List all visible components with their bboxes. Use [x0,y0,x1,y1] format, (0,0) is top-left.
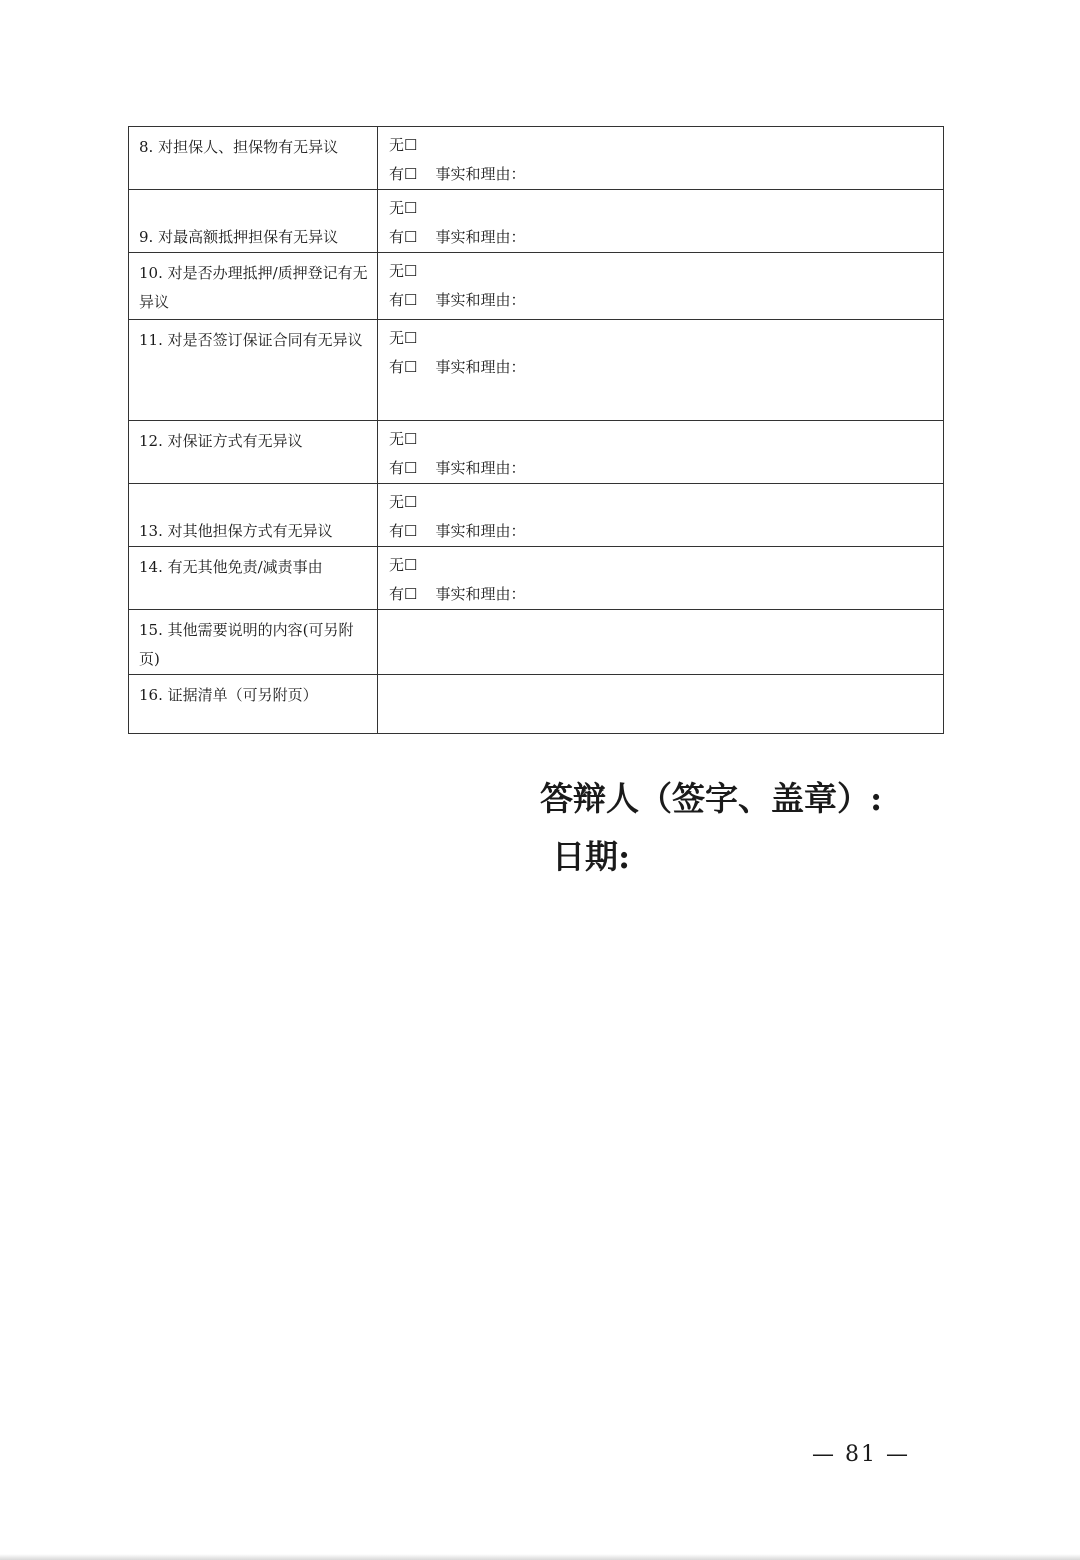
answer-cell [378,421,944,484]
reason-label: 事实和理由： [435,459,526,477]
question-label: 13. 对其他担保方式有无异议 [139,522,333,540]
option-yes[interactable]: 有☐ [389,522,418,540]
option-none[interactable]: 无☐ [389,430,418,448]
option-yes[interactable]: 有☐ [389,585,418,603]
question-label: 9. 对最高额抵押担保有无异议 [139,228,339,246]
question-cell [129,190,378,253]
question-cell [129,253,378,320]
question-cell [129,320,378,421]
option-none[interactable]: 无☐ [389,199,418,217]
question-cell [129,610,378,675]
question-label: 11. 对是否签订保证合同有无异议 [139,331,363,349]
reason-label: 事实和理由： [435,358,526,376]
answer-cell [378,484,944,547]
answer-cell [378,253,944,320]
question-cell [129,127,378,190]
option-none[interactable]: 无☐ [389,136,418,154]
table-row [129,190,944,253]
question-cell [129,421,378,484]
answer-cell [378,190,944,253]
option-none[interactable]: 无☐ [389,556,418,574]
option-yes[interactable]: 有☐ [389,228,418,246]
defense-form-table [128,126,944,734]
option-yes[interactable]: 有☐ [389,358,418,376]
reason-label: 事实和理由： [435,228,526,246]
option-none[interactable]: 无☐ [389,329,418,347]
reason-label: 事实和理由： [435,585,526,603]
question-label: 8. 对担保人、担保物有无异议 [139,138,339,156]
question-label: 14. 有无其他免责/减责事由 [139,558,323,576]
answer-cell[interactable] [378,675,944,734]
question-label: 12. 对保证方式有无异议 [139,432,303,450]
option-yes[interactable]: 有☐ [389,459,418,477]
answer-cell [378,127,944,190]
signature-area [540,770,882,886]
question-label: 16. 证据清单（可另附页） [139,686,318,704]
page-number: — 81 — [812,1442,910,1467]
answer-cell [378,320,944,421]
table-row [129,675,944,734]
table-row [129,253,944,320]
reason-label: 事实和理由： [435,165,526,183]
table-row [129,547,944,610]
option-none[interactable]: 无☐ [389,262,418,280]
answer-cell[interactable] [378,610,944,675]
option-none[interactable]: 无☐ [389,493,418,511]
question-cell [129,675,378,734]
question-label: 10. 对是否办理抵押/质押登记有无异议 [139,264,368,311]
table-row [129,610,944,675]
table-row [129,484,944,547]
table-row [129,421,944,484]
respondent-signature-label: 答辩人（签字、盖章）: [540,779,883,818]
scan-edge [0,1554,1080,1560]
question-cell [129,484,378,547]
option-yes[interactable]: 有☐ [389,291,418,309]
question-label: 15. 其他需要说明的内容(可另附页) [139,621,354,668]
table-row [129,127,944,190]
reason-label: 事实和理由： [435,291,526,309]
reason-label: 事实和理由： [435,522,526,540]
date-label: 日期: [552,837,631,876]
table-row [129,320,944,421]
answer-cell [378,547,944,610]
option-yes[interactable]: 有☐ [389,165,418,183]
question-cell [129,547,378,610]
